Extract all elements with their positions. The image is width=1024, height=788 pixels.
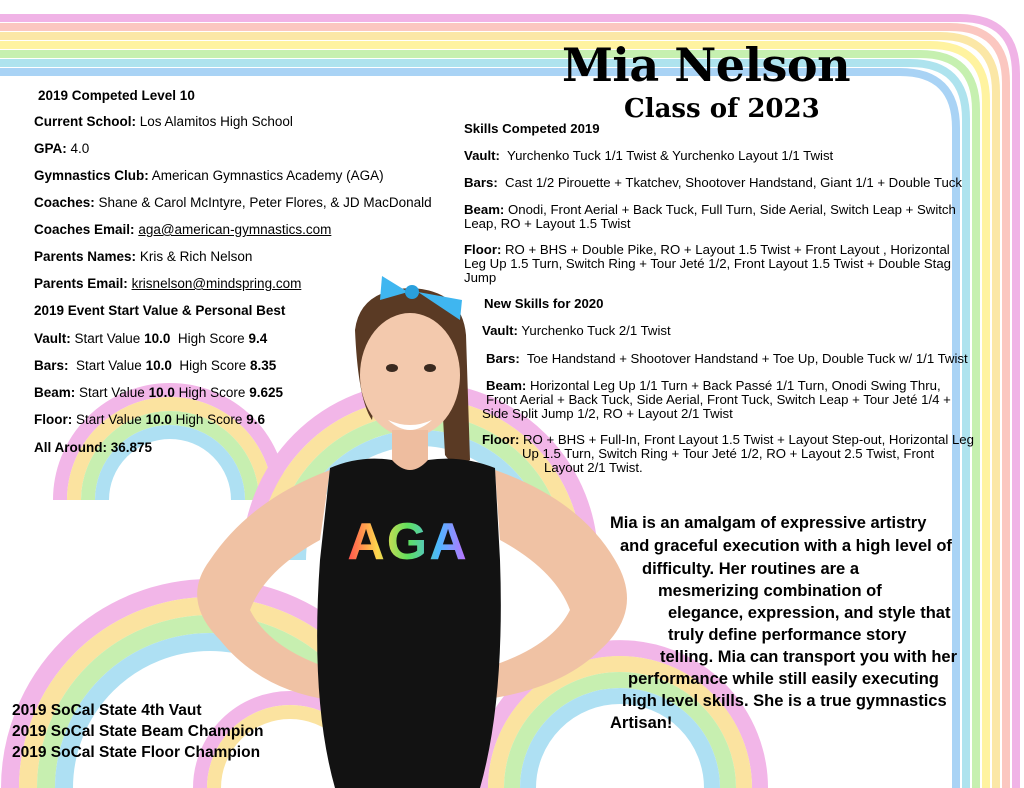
row-label: Coaches:	[34, 195, 95, 210]
bio-line: and graceful execution with a high level of	[620, 537, 952, 555]
skill-label: Bars:	[464, 175, 498, 190]
row-label: Gymnastics Club:	[34, 168, 149, 183]
skill-line: Front Aerial + Back Tuck, Side Aerial, Front Tuck, Switch Leap + Tour Jeté 1/4 +	[486, 392, 951, 407]
bars-score-row	[34, 358, 276, 373]
high-score: 9.625	[249, 385, 283, 400]
high-score-label: High Score	[179, 358, 247, 373]
row-label: Current School:	[34, 114, 137, 129]
award-line: 2019 SoCal State Floor Champion	[12, 744, 261, 761]
skill-line: Layout 2/1 Twist.	[544, 460, 643, 475]
skill-text: Cast 1/2 Pirouette + Tkatchev, Shootover Handstand, Giant 1/1 + Double Tuck	[505, 175, 962, 190]
all-around-label: All Around:	[34, 440, 107, 455]
class-year: Class of 2023	[624, 94, 820, 124]
row-label: GPA:	[34, 141, 67, 156]
skills-2020-heading: New Skills for 2020	[484, 296, 604, 311]
skill-label: Vault:	[482, 323, 518, 338]
parents-names-row	[34, 249, 252, 264]
skill-line: RO + BHS + Double Pike, RO + Layout 1.5 Twist + Front Layout , Horizontal	[505, 242, 950, 257]
row-label: Parents Names:	[34, 249, 137, 264]
skill-label: Bars:	[486, 351, 520, 366]
row-value: 4.0	[70, 141, 90, 156]
skill-line: Leap, RO + Layout 1.5 Twist	[464, 216, 631, 231]
school-row	[34, 114, 293, 129]
skill-label: Beam:	[464, 202, 505, 217]
skill-line: Side Split Jump 1/2, RO + Layout 2/1 Twist	[482, 406, 733, 421]
coaches-row	[34, 195, 432, 210]
award-line: 2019 SoCal State 4th Vaut	[12, 702, 202, 719]
high-score: 9.4	[248, 331, 268, 346]
skill-label: Floor:	[482, 432, 520, 447]
parents-email-row	[34, 276, 301, 291]
athlete-name: Mia Nelson	[562, 38, 851, 92]
high-score-label: High Score	[175, 412, 243, 427]
bio-line: Artisan!	[610, 714, 673, 732]
high-score-label: High Score	[178, 385, 246, 400]
start-value: 10.0	[148, 385, 175, 400]
skills-2019-floor	[464, 243, 951, 285]
row-value: Kris & Rich Nelson	[139, 249, 253, 264]
high-score-label: High Score	[177, 331, 245, 346]
start-value-label: Start Value	[79, 385, 145, 400]
level-line: 2019 Competed Level 10	[38, 88, 195, 103]
row-label: Coaches Email:	[34, 222, 135, 237]
skill-text: Yurchenko Tuck 1/1 Twist & Yurchenko Layout 1/1 Twist	[507, 148, 834, 163]
event-label: Beam:	[34, 385, 76, 400]
skills-2019-bars	[464, 176, 962, 190]
skill-line: Up 1.5 Turn, Switch Ring + Tour Jeté 1/2, RO + Layout 2.5 Twist, Front	[522, 446, 935, 461]
bio-line: truly define performance story	[668, 626, 907, 644]
coaches-email-row	[34, 222, 331, 237]
start-value-label: Start Value	[76, 358, 142, 373]
bio-line: telling. Mia can transport you with her	[660, 648, 958, 666]
all-around-row	[34, 440, 152, 455]
row-value: American Gymnastics Academy (AGA)	[151, 168, 384, 183]
scores-heading: 2019 Event Start Value & Personal Best	[34, 303, 286, 318]
bio-line: elegance, expression, and style that	[668, 604, 951, 622]
award-line: 2019 SoCal State Beam Champion	[12, 723, 264, 740]
bio-line: difficulty. Her routines are a	[642, 560, 859, 578]
event-label: Vault:	[34, 331, 71, 346]
skill-text: Yurchenko Tuck 2/1 Twist	[521, 323, 671, 338]
coaches-email-link[interactable]: aga@american-gymnastics.com	[138, 222, 332, 237]
skills-2020-floor	[482, 433, 974, 475]
bio-line: high level skills. She is a true gymnastics	[622, 692, 947, 710]
bio-line: performance while still easily executing	[628, 670, 939, 688]
event-label: Floor:	[34, 412, 73, 427]
skill-label: Vault:	[464, 148, 500, 163]
start-value: 10.0	[144, 331, 171, 346]
bio-line: Mia is an amalgam of expressive artistry	[610, 514, 927, 532]
skill-line: RO + BHS + Full-In, Front Layout 1.5 Twist + Layout Step-out, Horizontal Leg	[523, 432, 974, 447]
skill-line: Onodi, Front Aerial + Back Tuck, Full Turn, Side Aerial, Switch Leap + Switch	[507, 202, 956, 217]
beam-score-row	[34, 385, 283, 400]
skills-2020-vault	[482, 324, 671, 338]
skills-2019-beam	[464, 203, 956, 231]
skill-line: Horizontal Leg Up 1/1 Turn + Back Passé 1/1 Turn, Onodi Swing Thru,	[529, 378, 941, 393]
high-score: 8.35	[249, 358, 277, 373]
start-value-label: Start Value	[74, 331, 141, 346]
skills-2019-vault	[464, 149, 833, 163]
club-row	[34, 168, 384, 183]
leotard-letter: AGA	[347, 513, 469, 571]
high-score: 9.6	[246, 412, 265, 427]
row-value: Shane & Carol McIntyre, Peter Flores, & JD MacDonald	[98, 195, 432, 210]
start-value: 10.0	[145, 412, 172, 427]
skill-text: Toe Handstand + Shootover Handstand + Toe Up, Double Tuck w/ 1/1 Twist	[526, 351, 968, 366]
bio-line: mesmerizing combination of	[658, 582, 882, 600]
start-value-label: Start Value	[76, 412, 142, 427]
event-label: Bars:	[34, 358, 69, 373]
skills-2020-beam	[482, 379, 951, 421]
start-value: 10.0	[145, 358, 172, 373]
all-around-value: 36.875	[110, 440, 153, 455]
skill-line: Leg Up 1.5 Turn, Switch Ring + Tour Jeté 1/2, Front Layout 1.5 Twist + Double Stag	[464, 256, 951, 271]
floor-score-row	[34, 412, 265, 427]
skill-label: Floor:	[464, 242, 502, 257]
skills-2019-heading: Skills Competed 2019	[464, 121, 600, 136]
row-value: Los Alamitos High School	[139, 114, 293, 129]
skills-2020-bars	[486, 352, 968, 366]
parents-email-link[interactable]: krisnelson@mindspring.com	[131, 276, 302, 291]
gpa-row	[34, 141, 89, 156]
leotard-logo	[328, 512, 488, 572]
skill-line: Jump	[464, 270, 497, 285]
row-label: Parents Email:	[34, 276, 128, 291]
skill-label: Beam:	[486, 378, 527, 393]
vault-score-row	[34, 331, 267, 346]
